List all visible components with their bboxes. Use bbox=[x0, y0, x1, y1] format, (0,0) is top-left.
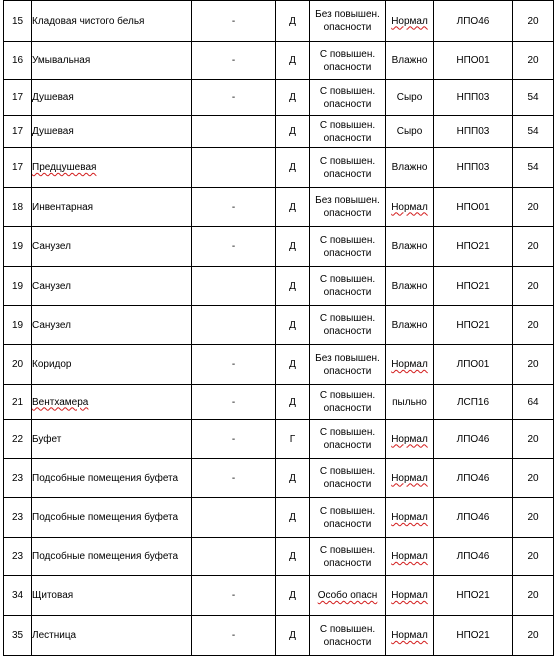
dash-cell-text: - bbox=[231, 396, 236, 408]
category-cell bbox=[276, 345, 310, 385]
category-cell-text: Д bbox=[289, 126, 296, 137]
danger-class-cell bbox=[310, 576, 386, 616]
row-number-cell bbox=[4, 385, 32, 420]
row-number-cell-text: 17 bbox=[11, 92, 24, 103]
danger-class-cell-text: Без повышен. опасности bbox=[315, 352, 380, 377]
room-name-cell-text: Щитовая bbox=[32, 590, 74, 601]
environment-cell bbox=[386, 227, 434, 267]
category-cell-text: Д bbox=[289, 241, 296, 252]
lamp-type-cell bbox=[434, 385, 513, 420]
category-cell bbox=[276, 538, 310, 576]
environment-cell bbox=[386, 385, 434, 420]
dash-cell-text: - bbox=[231, 55, 236, 66]
table-row bbox=[4, 576, 554, 616]
dash-cell bbox=[192, 616, 276, 656]
danger-class-cell bbox=[310, 498, 386, 538]
power-cell-text: 20 bbox=[527, 55, 539, 66]
room-name-cell-text: Душевая bbox=[32, 126, 74, 137]
room-name-cell-text: Буфет bbox=[32, 433, 62, 445]
lamp-type-cell bbox=[434, 306, 513, 345]
table-row bbox=[4, 1, 554, 42]
danger-class-cell-text: С повышен. опасности bbox=[319, 390, 376, 414]
dash-cell bbox=[192, 227, 276, 267]
room-name-cell bbox=[32, 576, 192, 616]
category-cell-text: Д bbox=[289, 201, 296, 213]
dash-cell-text: - bbox=[231, 630, 236, 641]
lamp-type-cell-text: НПО21 bbox=[456, 630, 490, 641]
environment-cell bbox=[386, 1, 434, 42]
category-cell-text: Д bbox=[289, 280, 296, 292]
table-row bbox=[4, 385, 554, 420]
category-cell-text: Д bbox=[289, 396, 296, 408]
room-name-cell-text: Подсобные помещения буфета bbox=[32, 472, 179, 484]
power-cell bbox=[513, 42, 554, 80]
row-number-cell bbox=[4, 538, 32, 576]
power-cell-text: 54 bbox=[527, 92, 539, 103]
dash-cell bbox=[192, 420, 276, 459]
lamp-type-cell bbox=[434, 345, 513, 385]
table-row bbox=[4, 267, 554, 306]
environment-cell-text: Влажно bbox=[391, 55, 428, 66]
room-name-cell bbox=[32, 267, 192, 306]
dash-cell bbox=[192, 42, 276, 80]
danger-class-cell bbox=[310, 42, 386, 80]
environment-cell-text: Влажно bbox=[391, 162, 428, 173]
lamp-type-cell bbox=[434, 267, 513, 306]
danger-class-cell-text: С повышен. опасности bbox=[319, 623, 376, 648]
power-cell bbox=[513, 227, 554, 267]
lamp-type-cell-text: НПО01 bbox=[456, 55, 490, 66]
danger-class-cell bbox=[310, 148, 386, 188]
row-number-cell bbox=[4, 616, 32, 656]
danger-class-cell bbox=[310, 267, 386, 306]
row-number-cell bbox=[4, 345, 32, 385]
category-cell-text: Д bbox=[289, 359, 296, 370]
table-row bbox=[4, 116, 554, 148]
lamp-type-cell bbox=[434, 188, 513, 227]
environment-cell bbox=[386, 576, 434, 616]
row-number-cell-text: 22 bbox=[11, 433, 24, 445]
room-name-cell bbox=[32, 1, 192, 42]
lamp-type-cell bbox=[434, 116, 513, 148]
category-cell-text: Д bbox=[289, 630, 296, 641]
row-number-cell-text: 23 bbox=[11, 512, 24, 523]
danger-class-cell-text: С повышен. опасности bbox=[319, 234, 376, 259]
lamp-type-cell-text: НПО01 bbox=[456, 201, 490, 213]
danger-class-cell bbox=[310, 616, 386, 656]
dash-cell-text: - bbox=[231, 472, 236, 484]
row-number-cell-text: 19 bbox=[11, 241, 24, 252]
environment-cell bbox=[386, 116, 434, 148]
room-name-cell bbox=[32, 498, 192, 538]
power-cell-text: 54 bbox=[527, 162, 539, 173]
rooms-table bbox=[3, 0, 554, 656]
danger-class-cell-text: С повышен. опасности bbox=[319, 427, 376, 451]
room-name-cell-text: Санузел bbox=[32, 241, 71, 252]
danger-class-cell-text: С повышен. опасности bbox=[319, 274, 376, 298]
danger-class-cell bbox=[310, 459, 386, 498]
lamp-type-cell-text: НПП03 bbox=[456, 92, 490, 103]
row-number-cell bbox=[4, 576, 32, 616]
power-cell bbox=[513, 267, 554, 306]
room-name-cell bbox=[32, 538, 192, 576]
environment-cell bbox=[386, 267, 434, 306]
danger-class-cell bbox=[310, 306, 386, 345]
danger-class-cell bbox=[310, 80, 386, 116]
dash-cell bbox=[192, 498, 276, 538]
room-name-cell bbox=[32, 616, 192, 656]
dash-cell-text: - bbox=[231, 241, 236, 252]
power-cell-text: 20 bbox=[527, 472, 539, 484]
room-name-cell-text: Душевая bbox=[32, 92, 74, 103]
dash-cell-text: - bbox=[231, 92, 236, 103]
room-name-cell bbox=[32, 420, 192, 459]
environment-cell-text: Нормал bbox=[391, 15, 428, 27]
category-cell bbox=[276, 385, 310, 420]
category-cell-text: Д bbox=[289, 162, 296, 173]
lamp-type-cell bbox=[434, 80, 513, 116]
table-row bbox=[4, 345, 554, 385]
category-cell bbox=[276, 188, 310, 227]
environment-cell-text: Нормал bbox=[391, 433, 428, 445]
danger-class-cell bbox=[310, 116, 386, 148]
row-number-cell-text: 17 bbox=[11, 126, 24, 137]
table-row bbox=[4, 498, 554, 538]
row-number-cell bbox=[4, 42, 32, 80]
category-cell-text: Д bbox=[289, 15, 296, 27]
power-cell-text: 20 bbox=[527, 551, 539, 562]
category-cell-text: Д bbox=[289, 55, 296, 66]
dash-cell-text: - bbox=[231, 201, 236, 213]
dash-cell bbox=[192, 345, 276, 385]
environment-cell bbox=[386, 420, 434, 459]
row-number-cell-text: 23 bbox=[11, 551, 24, 562]
dash-cell bbox=[192, 267, 276, 306]
dash-cell bbox=[192, 306, 276, 345]
room-name-cell-text: Подсобные помещения буфета bbox=[32, 512, 179, 523]
category-cell bbox=[276, 498, 310, 538]
row-number-cell bbox=[4, 227, 32, 267]
dash-cell bbox=[192, 538, 276, 576]
table-body bbox=[4, 1, 554, 656]
lamp-type-cell-text: ЛПО46 bbox=[456, 433, 490, 445]
dash-cell-text: - bbox=[231, 15, 236, 27]
power-cell bbox=[513, 459, 554, 498]
danger-class-cell bbox=[310, 345, 386, 385]
room-name-cell-text: Санузел bbox=[32, 319, 71, 331]
table-row bbox=[4, 80, 554, 116]
row-number-cell-text: 18 bbox=[11, 201, 24, 213]
row-number-cell bbox=[4, 188, 32, 227]
lamp-type-cell bbox=[434, 498, 513, 538]
lamp-type-cell-text: НПО21 bbox=[456, 241, 490, 252]
environment-cell-text: Нормал bbox=[391, 551, 428, 562]
power-cell-text: 54 bbox=[527, 126, 539, 137]
lamp-type-cell-text: НПО21 bbox=[456, 319, 490, 331]
power-cell bbox=[513, 345, 554, 385]
lamp-type-cell-text: ЛСП16 bbox=[456, 396, 490, 408]
category-cell bbox=[276, 42, 310, 80]
lamp-type-cell bbox=[434, 42, 513, 80]
table-row bbox=[4, 227, 554, 267]
environment-cell bbox=[386, 616, 434, 656]
table-row bbox=[4, 538, 554, 576]
environment-cell bbox=[386, 148, 434, 188]
row-number-cell bbox=[4, 306, 32, 345]
lamp-type-cell bbox=[434, 616, 513, 656]
dash-cell bbox=[192, 1, 276, 42]
dash-cell bbox=[192, 576, 276, 616]
row-number-cell-text: 16 bbox=[11, 55, 24, 66]
environment-cell bbox=[386, 42, 434, 80]
lamp-type-cell-text: ЛПО46 bbox=[456, 15, 490, 27]
room-name-cell-text: Кладовая чистого белья bbox=[32, 15, 145, 27]
power-cell bbox=[513, 188, 554, 227]
room-name-cell-text: Санузел bbox=[32, 280, 71, 292]
environment-cell bbox=[386, 498, 434, 538]
category-cell bbox=[276, 306, 310, 345]
danger-class-cell-text: Без повышен. опасности bbox=[315, 195, 380, 219]
power-cell-text: 20 bbox=[527, 512, 539, 523]
category-cell-text: Д bbox=[289, 92, 296, 103]
category-cell bbox=[276, 616, 310, 656]
power-cell bbox=[513, 420, 554, 459]
category-cell-text: Д bbox=[289, 472, 296, 484]
category-cell-text: Д bbox=[289, 319, 296, 331]
category-cell-text: Д bbox=[289, 551, 296, 562]
dash-cell bbox=[192, 385, 276, 420]
power-cell bbox=[513, 385, 554, 420]
table-row bbox=[4, 306, 554, 345]
dash-cell bbox=[192, 188, 276, 227]
power-cell-text: 20 bbox=[527, 319, 539, 331]
power-cell-text: 64 bbox=[527, 396, 539, 408]
power-cell bbox=[513, 616, 554, 656]
environment-cell bbox=[386, 538, 434, 576]
room-name-cell-text: Умывальная bbox=[32, 55, 91, 66]
category-cell-text: Д bbox=[289, 590, 296, 601]
category-cell bbox=[276, 148, 310, 188]
row-number-cell bbox=[4, 498, 32, 538]
category-cell bbox=[276, 80, 310, 116]
category-cell-text: Д bbox=[289, 512, 296, 523]
table-row bbox=[4, 459, 554, 498]
power-cell bbox=[513, 148, 554, 188]
lamp-type-cell bbox=[434, 227, 513, 267]
room-name-cell bbox=[32, 227, 192, 267]
row-number-cell-text: 19 bbox=[11, 319, 24, 331]
category-cell bbox=[276, 227, 310, 267]
lamp-type-cell bbox=[434, 420, 513, 459]
category-cell bbox=[276, 459, 310, 498]
power-cell-text: 20 bbox=[527, 359, 539, 370]
row-number-cell bbox=[4, 267, 32, 306]
danger-class-cell bbox=[310, 385, 386, 420]
room-name-cell bbox=[32, 385, 192, 420]
lamp-type-cell-text: НПП03 bbox=[456, 126, 490, 137]
power-cell bbox=[513, 498, 554, 538]
power-cell-text: 20 bbox=[527, 630, 539, 641]
row-number-cell bbox=[4, 420, 32, 459]
environment-cell bbox=[386, 459, 434, 498]
lamp-type-cell-text: ЛПО46 bbox=[456, 472, 490, 484]
row-number-cell-text: 34 bbox=[11, 590, 24, 601]
table-row bbox=[4, 188, 554, 227]
danger-class-cell-text: Особо опасн bbox=[317, 590, 378, 601]
row-number-cell bbox=[4, 459, 32, 498]
dash-cell bbox=[192, 148, 276, 188]
environment-cell bbox=[386, 306, 434, 345]
table-row bbox=[4, 420, 554, 459]
danger-class-cell-text: С повышен. опасности bbox=[319, 119, 376, 144]
lamp-type-cell-text: НПП03 bbox=[456, 162, 490, 173]
environment-cell-text: Нормал bbox=[391, 512, 428, 523]
row-number-cell bbox=[4, 116, 32, 148]
environment-cell bbox=[386, 345, 434, 385]
power-cell-text: 20 bbox=[527, 590, 539, 601]
danger-class-cell-text: С повышен. опасности bbox=[319, 466, 376, 490]
row-number-cell bbox=[4, 80, 32, 116]
row-number-cell bbox=[4, 1, 32, 42]
power-cell-text: 20 bbox=[527, 433, 539, 445]
room-name-cell-text: Подсобные помещения буфета bbox=[32, 551, 179, 562]
power-cell bbox=[513, 538, 554, 576]
environment-cell-text: Влажно bbox=[391, 319, 428, 331]
dash-cell bbox=[192, 116, 276, 148]
room-name-cell bbox=[32, 42, 192, 80]
danger-class-cell-text: С повышен. опасности bbox=[319, 48, 376, 73]
power-cell bbox=[513, 80, 554, 116]
environment-cell-text: Нормал bbox=[391, 472, 428, 484]
dash-cell-text: - bbox=[231, 359, 236, 370]
dash-cell-text: - bbox=[231, 590, 236, 601]
danger-class-cell-text: С повышен. опасности bbox=[319, 505, 376, 530]
lamp-type-cell-text: ЛПО46 bbox=[456, 551, 490, 562]
environment-cell-text: Нормал bbox=[391, 630, 428, 641]
room-name-cell bbox=[32, 459, 192, 498]
danger-class-cell-text: С повышен. опасности bbox=[319, 544, 376, 569]
danger-class-cell bbox=[310, 227, 386, 267]
room-name-cell bbox=[32, 148, 192, 188]
room-name-cell-text: Вентхамера bbox=[32, 396, 89, 408]
power-cell-text: 20 bbox=[527, 15, 539, 27]
environment-cell bbox=[386, 80, 434, 116]
danger-class-cell-text: С повышен. опасности bbox=[319, 85, 376, 110]
category-cell bbox=[276, 1, 310, 42]
power-cell bbox=[513, 1, 554, 42]
danger-class-cell bbox=[310, 1, 386, 42]
table-row bbox=[4, 616, 554, 656]
environment-cell-text: Нормал bbox=[391, 359, 428, 370]
room-name-cell bbox=[32, 116, 192, 148]
lamp-type-cell bbox=[434, 1, 513, 42]
power-cell bbox=[513, 576, 554, 616]
room-name-cell bbox=[32, 345, 192, 385]
environment-cell-text: Сыро bbox=[396, 126, 423, 137]
row-number-cell bbox=[4, 148, 32, 188]
room-name-cell bbox=[32, 188, 192, 227]
lamp-type-cell-text: ЛПО01 bbox=[456, 359, 490, 370]
dash-cell-text: - bbox=[231, 433, 236, 445]
danger-class-cell bbox=[310, 188, 386, 227]
danger-class-cell-text: Без повышен. опасности bbox=[315, 9, 380, 33]
lamp-type-cell bbox=[434, 459, 513, 498]
row-number-cell-text: 21 bbox=[11, 396, 24, 408]
table-row bbox=[4, 148, 554, 188]
power-cell bbox=[513, 306, 554, 345]
power-cell-text: 20 bbox=[527, 241, 539, 252]
row-number-cell-text: 20 bbox=[11, 359, 24, 370]
dash-cell bbox=[192, 459, 276, 498]
environment-cell-text: Влажно bbox=[391, 280, 428, 292]
lamp-type-cell bbox=[434, 576, 513, 616]
row-number-cell-text: 15 bbox=[11, 15, 24, 27]
room-name-cell-text: Лестница bbox=[32, 630, 77, 641]
lamp-type-cell bbox=[434, 148, 513, 188]
lamp-type-cell-text: ЛПО46 bbox=[456, 512, 490, 523]
room-name-cell-text: Коридор bbox=[32, 359, 72, 370]
environment-cell bbox=[386, 188, 434, 227]
category-cell-text: Г bbox=[289, 433, 296, 445]
danger-class-cell-text: С повышен. опасности bbox=[319, 155, 376, 180]
row-number-cell-text: 23 bbox=[11, 472, 24, 484]
category-cell bbox=[276, 420, 310, 459]
danger-class-cell bbox=[310, 420, 386, 459]
row-number-cell-text: 19 bbox=[11, 280, 24, 292]
room-name-cell-text: Инвентарная bbox=[32, 201, 94, 213]
table-row bbox=[4, 42, 554, 80]
category-cell bbox=[276, 576, 310, 616]
category-cell bbox=[276, 116, 310, 148]
room-name-cell bbox=[32, 306, 192, 345]
lamp-type-cell bbox=[434, 538, 513, 576]
environment-cell-text: пыльно bbox=[392, 396, 427, 408]
room-name-cell-text: Предцушевая bbox=[32, 162, 97, 173]
power-cell-text: 20 bbox=[527, 201, 539, 213]
lamp-type-cell-text: НПО21 bbox=[456, 590, 490, 601]
danger-class-cell-text: С повышен. опасности bbox=[319, 313, 376, 337]
environment-cell-text: Нормал bbox=[391, 590, 428, 601]
row-number-cell-text: 17 bbox=[11, 162, 24, 173]
category-cell bbox=[276, 267, 310, 306]
environment-cell-text: Нормал bbox=[391, 201, 428, 213]
lamp-type-cell-text: НПО21 bbox=[456, 280, 490, 292]
room-name-cell bbox=[32, 80, 192, 116]
environment-cell-text: Влажно bbox=[391, 241, 428, 252]
power-cell-text: 20 bbox=[527, 280, 539, 292]
power-cell bbox=[513, 116, 554, 148]
danger-class-cell bbox=[310, 538, 386, 576]
environment-cell-text: Сыро bbox=[396, 92, 423, 103]
row-number-cell-text: 35 bbox=[11, 630, 24, 641]
dash-cell bbox=[192, 80, 276, 116]
